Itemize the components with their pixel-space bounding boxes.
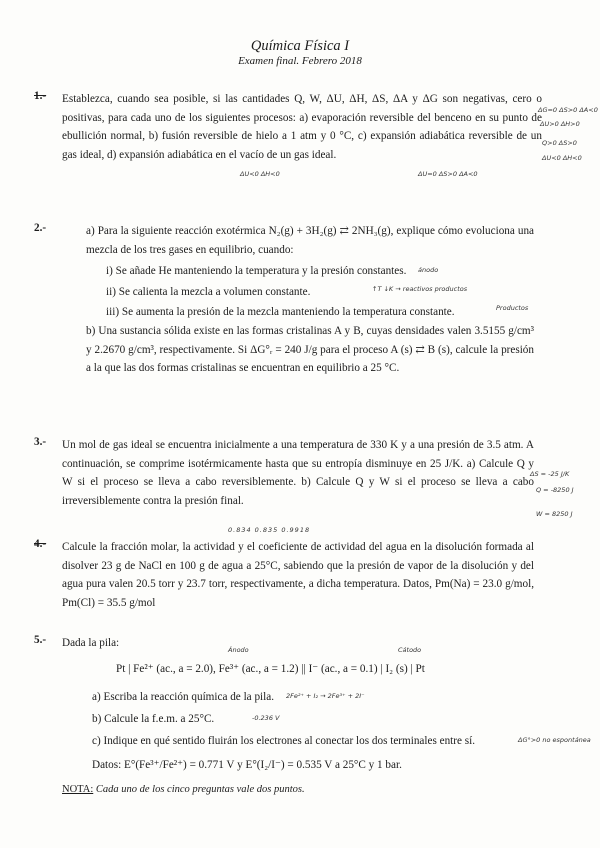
q2-a-iii: iii) Se aumenta la presión de la mezcla manteniendo la temperatura constante. — [106, 306, 455, 318]
q3-handwritten-b: Q = -8250 J — [536, 486, 574, 494]
q5-b-answer: -0.236 V — [252, 714, 280, 722]
footer-note — [62, 784, 305, 795]
q5-anode-label: Ánodo — [228, 646, 249, 654]
q4-number: 4.- — [34, 538, 47, 550]
q2-a-ii-answer: ↑T ↓K → reactivos productos — [372, 285, 468, 293]
q1-handwritten-c: ΔU<0 ΔH<0 — [240, 170, 280, 178]
q1-text: Establezca, cuando sea posible, si las cantidades Q, W, ΔU, ΔH, ΔS, ΔA y ΔG son negativas, cero o positivas, para cada uno de los siguientes procesos: a) evaporación reversible del benceno en su punto de ebullición normal, b) fusión reversible de hielo a 1 atm y 0 °C, c) expansión adiabática reversible de un gas ideal, d) expansión adiabática en el vacío de un gas ideal. — [62, 93, 542, 161]
q4-text: Calcule la fracción molar, la actividad y el coeficiente de actividad del agua en la disolución formada al disolver 23 g de NaCl en 100 g de agua a 25°C, sabiendo que la presión de vapor de la disolución y del agua pura valen 20.5 torr y 23.7 torr, respectivamente, a dicha temperatura. Datos, Pm(Na) = 23.0 g/mol, Pm(Cl) = 35.5 g/mol — [62, 541, 534, 609]
q3-number: 3.- — [34, 436, 47, 448]
q5-cathode-label: Cátodo — [398, 646, 422, 654]
note-label: NOTA: — [62, 784, 94, 795]
q1-margin-note-a: ΔG=0 ΔS>0 ΔA<0 — [538, 106, 598, 114]
q5-data: Datos: E°(Fe³⁺/Fe²⁺) = 0.771 V y E°(I₂/I⁻) = 0.535 V a 25°C y 1 bar. — [92, 759, 402, 771]
q5-a-answer: 2Fe²⁺ + I₂ → 2Fe³⁺ + 2I⁻ — [286, 692, 365, 700]
q1-margin-note-d: ΔU<0 ΔH<0 — [542, 154, 582, 162]
q1-handwritten-d: ΔU=0 ΔS>0 ΔA<0 — [418, 170, 478, 178]
q5-a: a) Escriba la reacción química de la pila. — [92, 691, 275, 703]
q3-text: Un mol de gas ideal se encuentra inicialmente a una temperatura de 330 K y a una presión de 3.5 atm. A continuación, se comprime isotérmicamente hasta que su entropía disminuye en 25 J/K. a) Calcule Q y W si el proceso se lleva a cabo reversiblemente. b) Calcule Q y W si el proceso se lleva a cabo irreversiblemente contra la presión final. — [62, 439, 534, 507]
q2-a-i-answer: ánodo — [418, 266, 439, 274]
q1-margin-note-c: Q>0 ΔS>0 — [542, 139, 577, 147]
q5-number: 5.- — [34, 634, 47, 646]
exam-subtitle: Examen final. Febrero 2018 — [238, 55, 362, 67]
exam-title: Química Física I — [250, 38, 350, 54]
q3-handwritten-c: W = 8250 J — [536, 510, 573, 518]
q1-number: 1.- — [34, 90, 47, 102]
q5-b: b) Calcule la f.e.m. a 25°C. — [92, 713, 215, 725]
q5-cell-diagram: Pt | Fe²⁺ (ac., a = 2.0), Fe³⁺ (ac., a = 1.2) || I⁻ (ac., a = 0.1) | I₂ (s) | Pt — [116, 663, 425, 675]
q2-number: 2.- — [34, 222, 47, 234]
q5-c-answer: ΔG°>0 no espontánea — [518, 736, 591, 744]
q2-a-iii-answer: Productos — [496, 304, 529, 312]
q1-margin-note-b: ΔU>0 ΔH>0 — [540, 120, 580, 128]
q5-c: c) Indique en qué sentido fluirán los electrones al conectar los dos terminales entre sí. — [92, 735, 476, 747]
q2-b: b) Una sustancia sólida existe en las formas cristalinas A y B, cuyas densidades valen 3.5155 g/cm³ y 2.2670 g/cm³, respectivamente. Si ΔG°ᵣ = 240 J/g para el proceso A (s) ⇄ B (s), calcule la presión a la que las dos formas cristalinas se encuentran en equilibrio a 25 °C. — [86, 325, 534, 374]
note-text: Cada uno de los cinco preguntas vale dos puntos. — [95, 784, 305, 795]
q2-a-ii: ii) Se calienta la mezcla a volumen constante. — [106, 286, 311, 298]
q5-intro: Dada la pila: — [62, 637, 120, 649]
q4-handwritten-values: 0.834 0.835 0.9918 — [228, 526, 311, 534]
q2-a-intro: a) Para la siguiente reacción exotérmica N₂(g) + 3H₂(g) ⇄ 2NH₃(g), explique cómo evoluciona una mezcla de los tres gases en equilibrio, cuando: — [86, 225, 534, 256]
q2-a-i: i) Se añade He manteniendo la temperatura y la presión constantes. — [106, 265, 407, 277]
q3-handwritten-a: ΔS = -25 J/K — [530, 470, 570, 478]
